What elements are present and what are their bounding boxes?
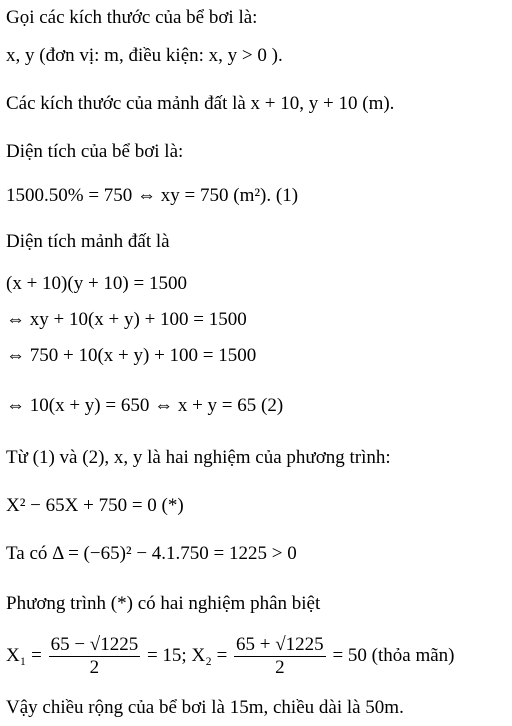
variables-line: x, y (đơn vị: m, điều kiện: x, y > 0 ). — [6, 45, 283, 66]
x2-numerator: 65 + √1225 — [236, 634, 324, 656]
pool-area-heading: Diện tích của bể bơi là: — [6, 141, 184, 162]
equation-1: 1500.50% = 750 ⇔ xy = 750 (m²). (1) — [6, 185, 299, 206]
equation-2: ⇔ 10(x + y) = 650 ⇔ x + y = 65 (2) — [6, 395, 284, 416]
intro-line: Gọi các kích thước của bể bơi là: — [6, 7, 258, 28]
x1-fraction — [49, 634, 141, 679]
roots-line — [6, 634, 454, 679]
equation-step-2: ⇔ 750 + 10(x + y) + 100 = 1500 — [6, 345, 257, 366]
x2-denominator: 2 — [275, 657, 285, 679]
land-area-heading: Diện tích mảnh đất là — [6, 231, 170, 252]
x1-numerator: 65 − √1225 — [50, 634, 139, 656]
discriminant-line: Ta có Δ = (−65)² − 4.1.750 = 1225 > 0 — [6, 543, 297, 564]
x1-label: X₁ = — [6, 645, 42, 666]
vieta-line: Từ (1) và (2), x, y là hai nghiệm của phương trình: — [6, 447, 391, 468]
conclusion-line: Vậy chiều rộng của bể bơi là 15m, chiều dài là 50m. — [6, 697, 404, 718]
x1-denominator: 2 — [89, 657, 100, 679]
x2-fraction — [234, 634, 326, 679]
equation-step-1: ⇔ xy + 10(x + y) + 100 = 1500 — [6, 309, 247, 330]
equation-land-area: (x + 10)(y + 10) = 1500 — [6, 273, 187, 294]
quadratic-equation: X² − 65X + 750 = 0 (*) — [6, 495, 184, 516]
x2-label: X₂ = — [191, 645, 228, 666]
x1-result: = 15; — [146, 645, 187, 666]
land-dimensions-line: Các kích thước của mảnh đất là x + 10, y + 10 (m). — [6, 93, 395, 114]
x2-result: = 50 (thỏa mãn) — [332, 645, 455, 666]
two-roots-line: Phương trình (*) có hai nghiệm phân biệt — [6, 593, 321, 614]
